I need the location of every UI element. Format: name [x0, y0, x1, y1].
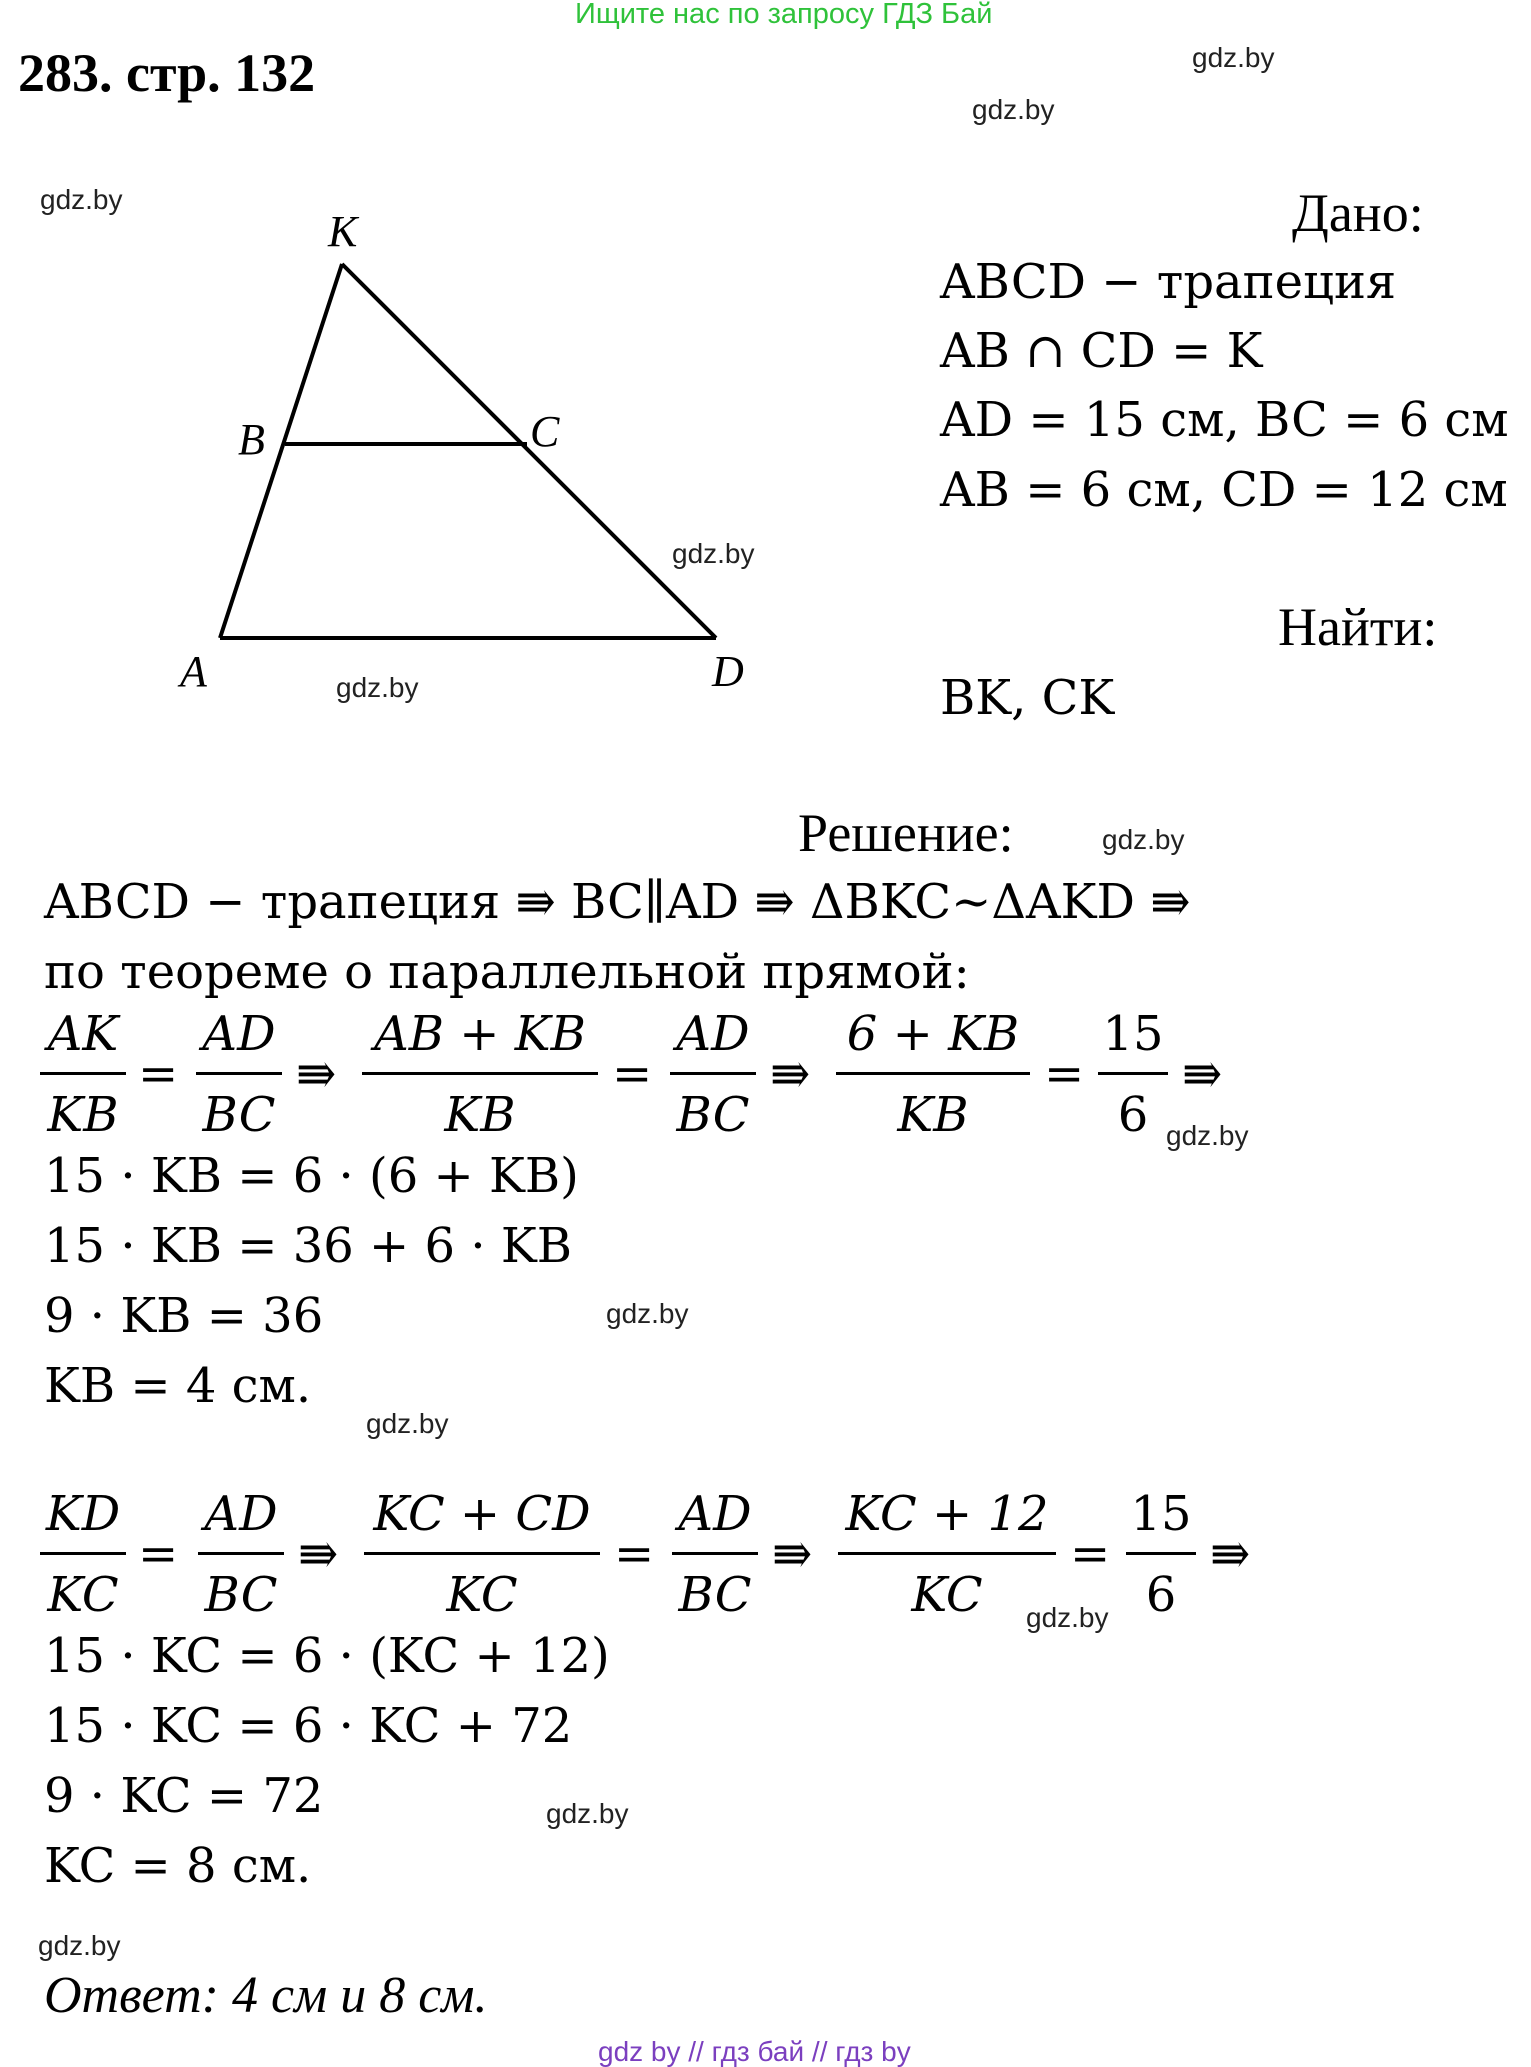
step2-line-2: 15 · KC = 6 · KC + 72: [44, 1698, 573, 1754]
step2-line-4: KC = 8 см.: [44, 1838, 312, 1894]
eq2-fraction-3: KC + CD KC: [364, 1490, 600, 1619]
vertex-label-d: D: [712, 647, 744, 696]
watermark: gdz.by: [38, 1930, 121, 1961]
given-line-1: ABCD − трапеция: [940, 254, 1397, 310]
eq2-fraction-2: AD BC: [198, 1490, 284, 1619]
eq1-equals-2: =: [612, 1046, 653, 1102]
side-kd: [342, 264, 716, 638]
eq2-implies-2: ⇛: [772, 1526, 813, 1582]
find-heading: Найти:: [1278, 597, 1438, 657]
watermark: gdz.by: [366, 1408, 449, 1439]
eq1-fraction-3: AB + KB KB: [362, 1010, 598, 1139]
solution-line-1: ABCD − трапеция ⇛ BC∥AD ⇛ ΔBKC~ΔAKD ⇛: [44, 874, 1191, 930]
banner-text[interactable]: Ищите нас по запросу ГДЗ Бай: [575, 0, 993, 30]
eq1-fraction-5: 6 + KB KB: [836, 1010, 1030, 1139]
watermark: gdz.by: [972, 94, 1055, 125]
step2-line-1: 15 · KC = 6 · (KC + 12): [44, 1628, 610, 1684]
given-line-3: AD = 15 см, BC = 6 см: [940, 392, 1509, 448]
eq2-fraction-1: KD KC: [40, 1490, 126, 1619]
find-value: BK, CK: [940, 670, 1115, 726]
eq2-fraction-6: 15 6: [1126, 1490, 1196, 1619]
vertex-label-a: A: [180, 647, 207, 696]
watermark: gdz.by: [1192, 42, 1275, 73]
eq1-implies-2: ⇛: [770, 1046, 811, 1102]
eq2-implies-3: ⇛: [1210, 1526, 1251, 1582]
step1-line-2: 15 · KB = 36 + 6 · KB: [44, 1218, 572, 1274]
watermark: gdz.by: [1166, 1120, 1249, 1151]
eq2-equals-1: =: [138, 1526, 179, 1582]
eq1-equals-1: =: [138, 1046, 179, 1102]
eq1-fraction-4: AD BC: [670, 1010, 756, 1139]
vertex-label-k: K: [328, 207, 358, 256]
given-heading: Дано:: [1292, 183, 1424, 243]
step2-line-3: 9 · KC = 72: [44, 1768, 324, 1824]
eq2-equals-3: =: [1070, 1526, 1111, 1582]
watermark: gdz.by: [546, 1798, 629, 1829]
step1-line-3: 9 · KB = 36: [44, 1288, 324, 1344]
solution-heading: Решение:: [798, 803, 1014, 863]
eq1-fraction-2: AD BC: [196, 1010, 282, 1139]
eq1-fraction-1: AK KB: [40, 1010, 126, 1139]
eq2-fraction-5: KC + 12 KC: [838, 1490, 1056, 1619]
eq1-equals-3: =: [1044, 1046, 1085, 1102]
given-line-2: AB ∩ CD = K: [940, 323, 1263, 379]
watermark: gdz.by: [1102, 824, 1185, 855]
eq1-implies-1: ⇛: [296, 1046, 337, 1102]
eq1-fraction-6: 15 6: [1098, 1010, 1168, 1139]
eq2-fraction-4: AD BC: [672, 1490, 758, 1619]
watermark: gdz.by: [606, 1298, 689, 1329]
step1-line-4: KB = 4 см.: [44, 1358, 312, 1414]
vertex-label-c: C: [530, 407, 560, 456]
eq2-implies-1: ⇛: [298, 1526, 339, 1582]
solution-line-2: по теореме о параллельной прямой:: [44, 944, 970, 1000]
eq2-equals-2: =: [614, 1526, 655, 1582]
watermark: gdz.by: [40, 184, 123, 215]
answer-text: Ответ: 4 см и 8 см.: [44, 1967, 488, 2024]
step1-line-1: 15 · KB = 6 · (6 + KB): [44, 1148, 579, 1204]
watermark: gdz.by: [672, 538, 755, 569]
given-line-4: AB = 6 см, CD = 12 см: [940, 462, 1508, 518]
problem-title: 283. стр. 132: [18, 43, 316, 103]
vertex-label-b: B: [238, 415, 265, 464]
eq1-implies-3: ⇛: [1182, 1046, 1223, 1102]
watermark: gdz.by: [336, 672, 419, 703]
watermark: gdz.by: [1026, 1602, 1109, 1633]
trapezoid-figure: [0, 0, 800, 720]
footer-links[interactable]: gdz by // гдз бай // гдз by: [598, 2036, 911, 2067]
